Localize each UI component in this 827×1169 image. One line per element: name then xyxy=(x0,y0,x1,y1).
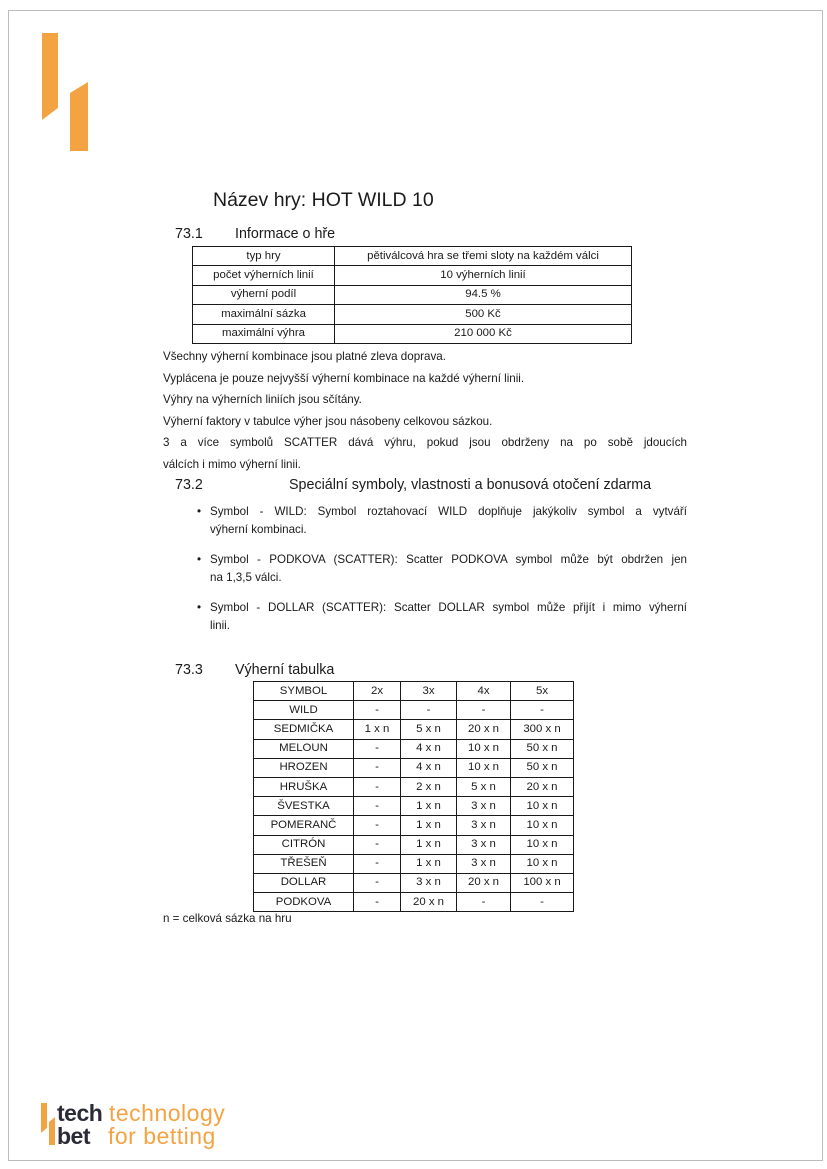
payout-cell: 10 x n xyxy=(457,739,511,758)
payout-cell: - xyxy=(354,835,401,854)
paytable-note: n = celková sázka na hru xyxy=(163,912,292,925)
column-header: 4x xyxy=(457,682,511,701)
table-row xyxy=(254,816,574,835)
rule-line: válcích i mimo výherní linii. xyxy=(163,457,301,471)
section-number: 73.3 xyxy=(175,662,203,678)
bullet-text: • Symbol - PODKOVA (SCATTER): Scatter PODKOVA symbol může být obdržen jen xyxy=(210,553,687,566)
payout-cell: 4 x n xyxy=(401,739,457,758)
info-label: typ hry xyxy=(193,247,335,266)
column-header: SYMBOL xyxy=(254,682,354,701)
rule-line: Výherní faktory v tabulce výher jsou násobeny celkovou sázkou. xyxy=(163,414,493,428)
payout-cell: 50 x n xyxy=(511,739,574,758)
payout-cell: 10 x n xyxy=(511,797,574,816)
symbol-name: SEDMIČKA xyxy=(254,720,354,739)
rule-line: Výhry na výherních liniích jsou sčítány. xyxy=(163,393,362,407)
game-info-table xyxy=(192,246,632,344)
symbol-name: POMERANČ xyxy=(254,816,354,835)
payout-cell: - xyxy=(354,701,401,720)
payout-cell: 3 x n xyxy=(457,797,511,816)
rules-paragraphs xyxy=(163,346,687,476)
section-number: 73.1 xyxy=(175,226,203,242)
payout-cell: 3 x n xyxy=(457,816,511,835)
table-row xyxy=(193,266,632,285)
logo-bar-icon xyxy=(42,33,58,120)
table-header-row xyxy=(254,682,574,701)
payout-cell: 10 x n xyxy=(511,816,574,835)
table-row xyxy=(254,873,574,892)
rule-line: 3 a více symbolů SCATTER dává výhru, pokud jsou obdrženy na po sobě jdoucích xyxy=(163,436,687,450)
payout-cell: 20 x n xyxy=(401,893,457,912)
payout-cell: 50 x n xyxy=(511,758,574,777)
bullet-text: • Symbol - WILD: Symbol roztahovací WILD doplňuje jakýkoliv symbol a vytváří xyxy=(210,505,687,518)
payout-cell: - xyxy=(401,701,457,720)
payout-cell: - xyxy=(354,816,401,835)
special-symbols-list xyxy=(163,503,687,647)
payout-cell: 3 x n xyxy=(457,835,511,854)
section-heading-special-symbols xyxy=(175,477,651,494)
payout-cell: - xyxy=(457,893,511,912)
table-row xyxy=(254,835,574,854)
payout-cell: 20 x n xyxy=(457,873,511,892)
table-row xyxy=(254,777,574,796)
payout-cell: 10 x n xyxy=(457,758,511,777)
logo-word-tech: tech xyxy=(57,1100,103,1126)
list-item xyxy=(163,599,687,635)
payout-cell: 5 x n xyxy=(457,777,511,796)
logo-tagline-for-betting: for betting xyxy=(108,1123,216,1149)
payout-cell: 1 x n xyxy=(401,835,457,854)
payout-cell: 5 x n xyxy=(401,720,457,739)
table-row xyxy=(254,797,574,816)
table-row xyxy=(254,893,574,912)
table-row xyxy=(193,305,632,324)
payout-cell: 1 x n xyxy=(354,720,401,739)
section-title: Speciální symboly, vlastnosti a bonusová otočení zdarma xyxy=(289,477,652,493)
logo-bar-icon xyxy=(49,1117,55,1145)
section-heading-paytable xyxy=(175,662,334,679)
symbol-name: HROZEN xyxy=(254,758,354,777)
table-row xyxy=(193,247,632,266)
info-label: maximální výhra xyxy=(193,324,335,343)
section-number: 73.2 xyxy=(175,477,203,493)
symbol-name: PODKOVA xyxy=(254,893,354,912)
column-header: 3x xyxy=(401,682,457,701)
payout-cell: 4 x n xyxy=(401,758,457,777)
payout-cell: - xyxy=(354,854,401,873)
payout-cell: 1 x n xyxy=(401,854,457,873)
list-item xyxy=(163,551,687,587)
payout-cell: 300 x n xyxy=(511,720,574,739)
payout-cell: - xyxy=(511,701,574,720)
table-row xyxy=(193,285,632,304)
bullet-text: na 1,3,5 válci. xyxy=(210,571,282,584)
bullet-text: • Symbol - DOLLAR (SCATTER): Scatter DOLLAR symbol může přijít i mimo výherní xyxy=(210,601,687,614)
bullet-text: výherní kombinaci. xyxy=(210,523,307,536)
symbol-name: HRUŠKA xyxy=(254,777,354,796)
payout-cell: 20 x n xyxy=(511,777,574,796)
rule-line: Všechny výherní kombinace jsou platné zleva doprava. xyxy=(163,350,446,363)
payout-cell: 1 x n xyxy=(401,816,457,835)
info-value: 210 000 Kč xyxy=(335,324,632,343)
payout-cell: 1 x n xyxy=(401,797,457,816)
table-row xyxy=(193,324,632,343)
payout-cell: 2 x n xyxy=(401,777,457,796)
info-value: 500 Kč xyxy=(335,305,632,324)
logo-bar-icon xyxy=(41,1103,47,1133)
payout-cell: - xyxy=(354,758,401,777)
symbol-name: ŠVESTKA xyxy=(254,797,354,816)
section-heading-info xyxy=(175,226,335,243)
list-item xyxy=(163,503,687,539)
page-title: Název hry: HOT WILD 10 xyxy=(213,189,434,211)
payout-cell: - xyxy=(354,873,401,892)
paytable xyxy=(253,681,574,912)
section-title: Informace o hře xyxy=(235,226,336,242)
payout-cell: 10 x n xyxy=(511,835,574,854)
logo-tagline-technology: technology xyxy=(109,1100,226,1126)
info-label: výherní podíl xyxy=(193,285,335,304)
table-row xyxy=(254,701,574,720)
table-row xyxy=(254,854,574,873)
column-header: 5x xyxy=(511,682,574,701)
bullet-text: linii. xyxy=(210,619,230,632)
payout-cell: 10 x n xyxy=(511,854,574,873)
symbol-name: MELOUN xyxy=(254,739,354,758)
info-value: pětiválcová hra se třemi sloty na každém válci xyxy=(335,247,632,266)
table-row xyxy=(254,720,574,739)
payout-cell: - xyxy=(354,739,401,758)
payout-cell: - xyxy=(511,893,574,912)
payout-cell: - xyxy=(354,777,401,796)
symbol-name: CITRÓN xyxy=(254,835,354,854)
info-label: počet výherních linií xyxy=(193,266,335,285)
info-value: 10 výherních linií xyxy=(335,266,632,285)
payout-cell: - xyxy=(457,701,511,720)
symbol-name: WILD xyxy=(254,701,354,720)
symbol-name: TŘEŠEŇ xyxy=(254,854,354,873)
payout-cell: 3 x n xyxy=(401,873,457,892)
payout-cell: 100 x n xyxy=(511,873,574,892)
table-row xyxy=(254,739,574,758)
logo-word-bet: bet xyxy=(57,1123,90,1149)
payout-cell: - xyxy=(354,797,401,816)
rule-line: Vyplácena je pouze nejvyšší výherní kombinace na každé výherní linii. xyxy=(163,371,525,385)
table-row xyxy=(254,758,574,777)
payout-cell: - xyxy=(354,893,401,912)
info-label: maximální sázka xyxy=(193,305,335,324)
column-header: 2x xyxy=(354,682,401,701)
logo-bar-icon xyxy=(70,82,88,151)
payout-cell: 20 x n xyxy=(457,720,511,739)
payout-cell: 3 x n xyxy=(457,854,511,873)
info-value: 94.5 % xyxy=(335,285,632,304)
symbol-name: DOLLAR xyxy=(254,873,354,892)
section-title: Výherní tabulka xyxy=(235,662,335,678)
